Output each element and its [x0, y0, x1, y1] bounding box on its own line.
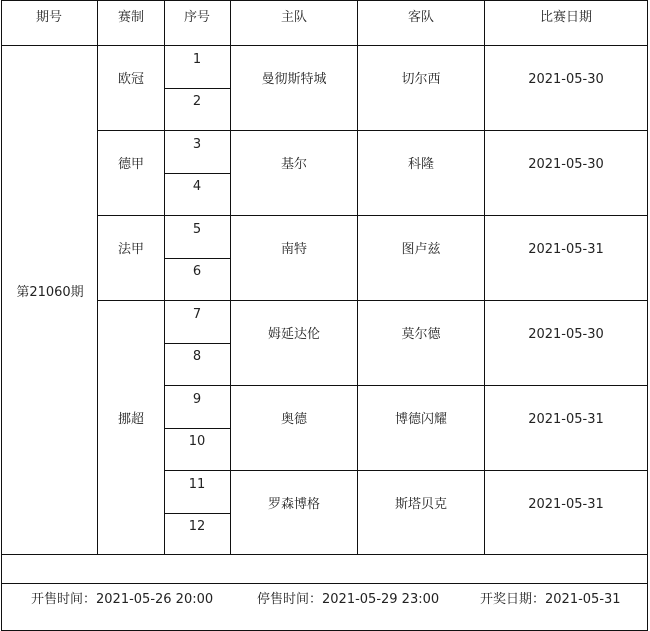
seq-number: 10 [188, 434, 206, 449]
home-team: 基尔 [280, 157, 308, 172]
seq-number: 2 [192, 94, 202, 109]
competition-ligue1: 法甲 [117, 242, 145, 257]
home-team: 姆延达伦 [267, 327, 321, 342]
home-team: 奥德 [280, 412, 308, 427]
seq-number: 5 [192, 222, 202, 237]
match-date: 2021-05-30 [528, 72, 604, 87]
match-date: 2021-05-30 [528, 157, 604, 172]
away-team: 切尔西 [401, 72, 441, 87]
match-date: 2021-05-31 [528, 242, 604, 257]
seq-number: 6 [192, 264, 202, 279]
match-date: 2021-05-31 [528, 412, 604, 427]
away-team: 图卢兹 [401, 242, 441, 257]
home-team: 罗森博格 [267, 497, 321, 512]
away-team: 莫尔德 [401, 327, 441, 342]
sale-start-time: 开售时间：2021-05-26 20:00 [31, 592, 214, 607]
draw-date: 开奖日期：2021-05-31 [480, 592, 621, 607]
seq-number: 8 [192, 349, 202, 364]
seq-number: 4 [192, 179, 202, 194]
match-date: 2021-05-31 [528, 497, 604, 512]
seq-number: 3 [192, 137, 202, 152]
header-competition: 赛制 [117, 10, 145, 25]
header-date: 比赛日期 [539, 10, 593, 25]
seq-number: 11 [188, 477, 206, 492]
competition-eliteserien: 挪超 [117, 412, 145, 427]
header-home: 主队 [280, 10, 308, 25]
sale-end-time: 停售时间：2021-05-29 23:00 [257, 592, 440, 607]
away-team: 斯塔贝克 [394, 497, 448, 512]
issue-number: 第21060期 [16, 285, 84, 300]
match-date: 2021-05-30 [528, 327, 604, 342]
header-seq: 序号 [183, 10, 211, 25]
seq-number: 9 [192, 392, 202, 407]
away-team: 博德闪耀 [394, 412, 448, 427]
home-team: 南特 [280, 242, 308, 257]
seq-number: 7 [192, 307, 202, 322]
sale-info-footer [1, 583, 647, 617]
seq-number: 12 [188, 519, 206, 534]
header-away: 客队 [407, 10, 435, 25]
home-team: 曼彻斯特城 [261, 72, 327, 87]
header-issue: 期号 [35, 10, 63, 25]
away-team: 科隆 [407, 157, 435, 172]
seq-number: 1 [192, 52, 202, 67]
competition-ucl: 欧冠 [117, 72, 145, 87]
competition-bundesliga: 德甲 [117, 157, 145, 172]
